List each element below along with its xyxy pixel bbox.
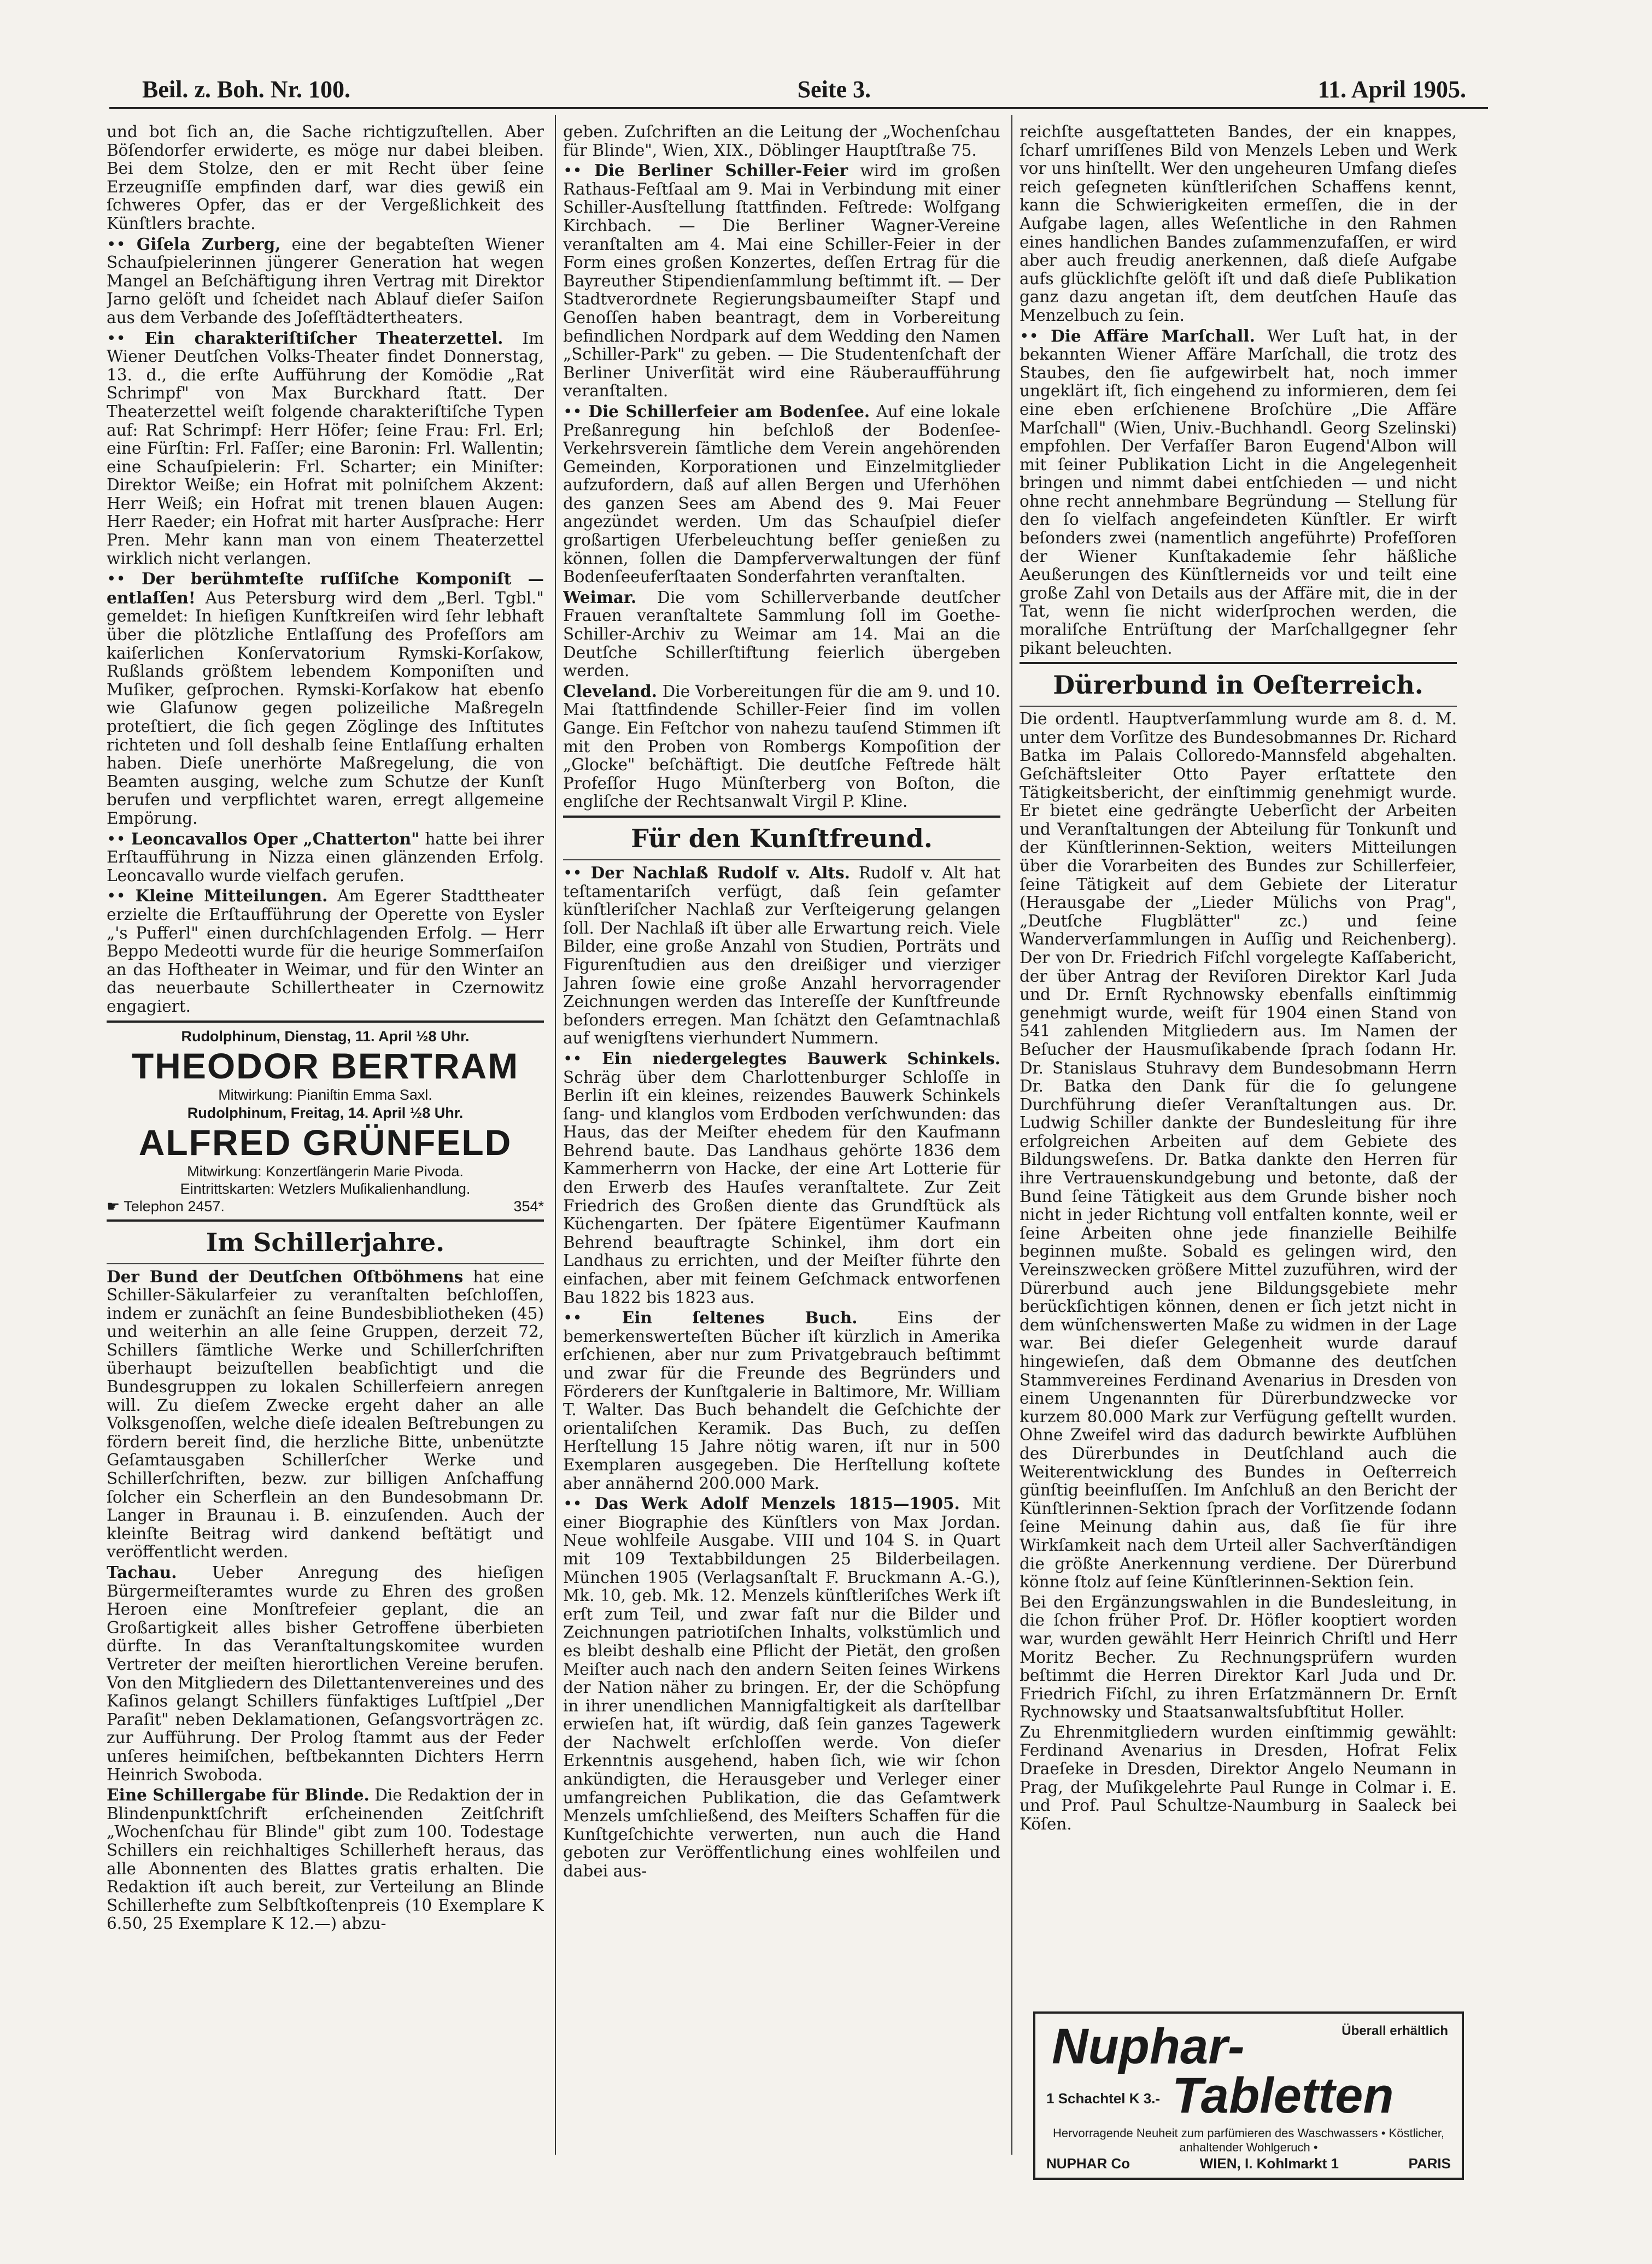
nuphar-city: PARIS: [1408, 2155, 1451, 2172]
column-rule-1: [555, 115, 556, 2155]
concert-ad-phone: Telephon 2457.: [124, 1198, 225, 1215]
article-cleveland: Cleveland. Die Vorbereitungen für die am 9. und 10. Mai ſtattfindende Schiller-Feier ſind im vollen Gange. Ein Feſtchor von nahezu tauſend Stimmen iſt mit den Proben von Rombergs Kompoſition der „Glocke" beſchäftigt. Die deutſche Feſtrede hält Profeſſor Hugo Münſterberg von Boſton, die engliſche der Rechtsanwalt Virgil P. Kline.: [563, 681, 1000, 811]
article-schillergabe-blinde: Eine Schillergabe für Blinde. Die Redaktion der in Blindenpunktſchrift erſcheinenden Zeitſchrift „Wochenſchau für Blinde" gibt zum 100. Todestage Schillers ein reichhaltiges Schillerheft heraus, das alle Abonnenten des Blattes gratis erhalten. Die Redaktion iſt auch bereit, zur Verteilung an Blinde Schillerhefte zum Selbſtkoſtenpreis (10 Exemplare K 6.50, 25 Exemplare K 12.—) abzu-: [107, 1785, 544, 1933]
nuphar-price: 1 Schachtel K 3.-: [1046, 2090, 1161, 2107]
article-komponist: •• Der berühmteſte ruſſiſche Komponiſt — entlaſſen! Aus Petersburg wird dem „Berl. Tgbl." gemeldet: In hieſigen Kunſtkreiſen wird ſehr lebhaft über die plötzliche Entlaſſung des Profeſſors am kaiſerlichen Konſervatorium Rymski-Korſakow, Rußlands größtem lebendem Komponiſten und Muſiker, geſprochen. Rymski-Korſakow hat ebenſo wie Glaſunow gegen polizeiliche Maßregeln proteſtiert, die ſich gegen Zöglinge des Inſtitutes richteten und ſoll deshalb ſeine Entlaſſung erhalten haben. Dieſe unerhörte Maßregelung, die von Beamten ausging, welche zum Schutze der Kunſt berufen und verpflichtet waren, erregt allgemeine Empörung.: [107, 569, 544, 828]
section-rule-top: [1020, 662, 1457, 664]
article-boesendorfer: und bot ſich an, die Sache richtigzuſtellen. Aber Böſendorfer erwiderte, es möge nur dabei bleiben. Bei dem Stolze, den er mit Recht über ſeine Erzeugniſſe empfinden darf, war dies gewiß ein ſchweres Opfer, das er der Vergeßlichkeit des Künſtlers brachte.: [107, 123, 544, 233]
nuphar-address: WIEN, I. Kohlmarkt 1: [1199, 2155, 1339, 2172]
article-duererbund-hauptversammlung: Die ordentl. Hauptverſammlung wurde am 8. d. M. unter dem Vorſitze des Bundesobmannes Dr. Richard Batka im Palais Colloredo-Mannsfeld abgehalten. Geſchäftsleiter Otto Payer erſtattete den Tätigkeitsbericht, der einſtimmig genehmigt wurde. Er bietet eine gedrängte Ueberſicht der Arbeiten und Veranſtaltungen der Abteilung für Tonkunſt und der Künſtlerinnen-Sektion, weiters Mitteilungen über die Vorarbeiten des Bundes zur Schillerfeier, ſeine Tätigkeit auf dem Gebiete der Literatur (Herausgabe der „Lieder Mülichs von Prag", „Deutſche Flugblätter" zc.) und ſeine Wanderverſammlungen in Auſſig und Reichenberg). Der von Dr. Friedrich Fiſchl vorgelegte Kaſſabericht, der über Antrag der Reviſoren Direktor Karl Juda und Dr. Ernſt Rychnowsky ebenfalls einſtimmig genehmigt wurde, weiſt für 1904 einen Stand von 541 zahlenden Mitgliedern aus. Im Namen der Beſucher der Hausmuſikabende ſprach ſodann Hr. Dr. Stanislaus Stuhravy dem Bundesobmann Herrn Dr. Batka den Dank für die ſo gelungene Durchführung dieſer Veranſtaltungen aus. Dr. Ludwig Schiller dankte der Bundesleitung für ihre erfolgreichen Arbeiten auf dem Gebiete des Bildungsweſens. Dr. Batka dankte den Herren für ihre Vertrauenskundgebung und betonte, daß der Bund ſeine Tätigkeit aus dem Grunde bisher noch nicht in jeder Richtung voll entfalten konnte, weil er ſeine Arbeiten ohne jede finanzielle Beihilfe beginnen mußte. Sobald es gelingen wird, den Vereinszwecken größere Mittel zuzuführen, wird der Dürerbund auch jene Bildungsgebiete mehr berückſichtigen können, denen er ſich jetzt nicht in dem wünſchenswerten Maße zu widmen in der Lage war. Bei dieſer Gelegenheit wurde darauf hingewieſen, daß dem Obmanne des deutſchen Stammvereines Ferdinand Avenarius in Dresden von einem Ungenannten für Dürerbundzwecke vor kurzem 80.000 Mark zur Verfügung geſtellt wurden. Ohne Zweifel wird das dadurch bewirkte Aufblühen des Dürerbundes in Deutſchland auch die Weiterentwicklung des Bundes in Oeſterreich günſtig beeinfluſſen. Im Anſchluß an den Bericht der Künſtlerinnen-Sektion ſprach der Vorſitzende ſodann ſeine Meinung dahin aus, daß ſie für ihre Wirkſamkeit nach dem Urteil aller Sachverſtändigen die größte Anerkennung verdiene. Der Dürerbund könne ſtolz auf ſeine Künſtlerinnen-Sektion ſein.: [1020, 709, 1457, 1592]
concert-ad-tickets: Eintrittskarten: Wetzlers Muſikalienhandlung.: [180, 1180, 471, 1197]
concert-ad-name2: ALFRED GRÜNFELD: [138, 1122, 512, 1163]
concert-ad-line1: Rudolphinum, Dienstag, 11. April ½8 Uhr.: [181, 1028, 470, 1045]
article-theaterzettel: •• Ein charakteriſtiſcher Theaterzettel. Im Wiener Deutſchen Volks-Theater findet Donnerstag, 13. d., die erſte Aufführung der Komödie „Rat Schrimpf" von Max Burckhard ſtatt. Der Theaterzettel weiſt folgende charakteriſtiſche Typen auf: Rat Schrimpf: Herr Höfer; ſeine Frau: Frl. Erl; eine Fürſtin: Frl. Faſſer; eine Baronin: Frl. Wallentin; eine Schauſpielerin: Frl. Scharter; ein Miniſter: Direktor Weiße; ein Hofrat mit polniſchem Akzent: Herr Weiß; ein Hofrat mit trenen blauen Augen: Herr Raeder; ein Hofrat mit harter Ausſprache: Herr Pren. Mehr kann man von einem Theaterzettel wirklich nicht verlangen.: [107, 328, 544, 568]
concert-ad-footer: [107, 1198, 544, 1215]
section-rule-bottom: [563, 859, 1000, 860]
header-page-number: Seite 3.: [797, 76, 871, 103]
article-leoncavallo: •• Leoncavallos Oper „Chatterton" hatte bei ihrer Erſtaufführung in Nizza einen glänzenden Erfolg. Leoncavallo wurde vielfach gerufen.: [107, 829, 544, 885]
article-schinkel: •• Ein niedergelegtes Bauwerk Schinkels. Schräg über dem Charlottenburger Schloſſe in Berlin iſt ein kleines, reizendes Bauwerk Schinkels ſang- und klanglos vom Erdboden verſchwunden: das Haus, das der Meiſter ehedem für den Kaufmann Behrend baute. Das Landhaus gehörte 1836 dem Kammerherrn von Hacke, der eine Art Lotterie für den Erwerb des Hauſes veranſtaltete. Zur Zeit Friedrich des Großen diente das Grundſtück als Küchengarten. Der ſpätere Eigentümer Kaufmann Behrend beauftragte Schinkel, ihm dort ein Landhaus zu errichten, und der Meiſter führte den einfachen, aber mit feinem Geſchmack entworfenen Bau 1822 bis 1823 aus.: [563, 1048, 1000, 1307]
nuphar-product: Tabletten: [1172, 2068, 1394, 2124]
article-nachlass-alt: •• Der Nachlaß Rudolf v. Alts. Rudolf v. Alt hat teſtamentariſch verfügt, daß ſein geſamter künſtleriſcher Nachlaß zur Verſteigerung gelangen ſoll. Der Nachlaß iſt über alle Erwartung reich. Viele Bilder, eine große Anzahl von Studien, Porträts und Figurenſtudien aus den dreißiger und vierziger Jahren ſowie eine große Anzahl hervorragender Zeichnungen werden das Intereſſe der Kunſtfreunde beſonders erregen. Man ſchätzt den Geſamtnachlaß auf wenigſtens vierhundert Nummern.: [563, 863, 1000, 1048]
concert-ad-sub2: Mitwirkung: Konzertſängerin Marie Pivoda.: [187, 1163, 464, 1180]
nuphar-brand: Nuphar-: [1052, 2019, 1245, 2074]
column-2: [563, 123, 1000, 2166]
nuphar-advertisement: [1033, 2011, 1464, 2180]
header-date: 11. April 1905.: [1317, 76, 1466, 103]
column-1: [107, 123, 544, 2166]
nuphar-company: NUPHAR Co: [1046, 2155, 1130, 2172]
header-rule: [109, 107, 1488, 109]
nuphar-availability: Überall erhältlich: [1341, 2023, 1448, 2038]
article-duererbund-wahlen: Bei den Ergänzungswahlen in die Bundesleitung, in die ſchon früher Prof. Dr. Höfler kooptiert worden war, wurden gewählt Herr Heinrich Chriſtl und Herr Moritz Becher. Zu Rechnungsprüfern wurden beſtimmt die Herren Direktor Karl Juda und Dr. Friedrich Fiſchl, zu ihren Erſatzmännern Dr. Ernſt Rychnowsky und Staatsanwaltsſubſtitut Holler.: [1020, 1592, 1457, 1722]
article-blinde-continued: geben. Zuſchriften an die Leitung der „Wochenſchau für Blinde", Wien, XIX., Döblinger Hauptſtraße 75.: [563, 123, 1000, 160]
nuphar-claim: Hervorragende Neuheit zum parfümieren des Waschwassers • Köstlicher, anhaltender Wohlgeruch •: [1052, 2126, 1445, 2154]
article-zurberg: •• Giſela Zurberg, eine der begabteſten Wiener Schauſpielerinnen jüngerer Generation hat wegen Mangel an Beſchäftigung ihren Vertrag mit Direktor Jarno gelöſt und ſcheidet nach Ablauf dieſer Saiſon aus dem Verbande des Joſefſtädtertheaters.: [107, 234, 544, 327]
article-tachau: Tachau. Ueber Anregung des hieſigen Bürgermeiſteramtes wurde zu Ehren des großen Heroen eine Monſtrefeier geplant, die an Großartigkeit alles bisher Getroffene überbieten dürfte. In das Veranſtaltungskomitee wurden Vertreter der meiſten hierortlichen Vereine berufen. Von den Mitgliedern des Dilettantenvereines und des Kaſinos gelangt Schillers fünfaktiges Luſtſpiel „Der Paraſit" neben Deklamationen, Geſangsvorträgen zc. zur Aufführung. Der Prolog ſtammt aus der Feder unſeres heimiſchen, beſtbekannten Dichters Herrn Heinrich Swoboda.: [107, 1563, 544, 1784]
concert-ad-code: 354*: [513, 1198, 544, 1215]
header-supplement: Beil. z. Boh. Nr. 100.: [142, 76, 350, 103]
hand-pointer-icon: ☛ Telephon 2457.: [107, 1198, 225, 1215]
article-duererbund-ehrenmitglieder: Zu Ehrenmitgliedern wurden einſtimmig gewählt: Ferdinand Avenarius in Dresden, Hofrat Felix Draeſeke in Dresden, Direktor Angelo Neumann in Prag, der Muſikgelehrte Paul Runge in Colmar i. E. und Prof. Paul Schultze-Naumburg in Saaleck bei Köſen.: [1020, 1722, 1457, 1833]
column-rule-2: [1011, 115, 1012, 2155]
concert-ad-sub1: Mitwirkung: Pianiſtin Emma Saxl.: [218, 1086, 432, 1103]
column-3: [1020, 123, 1457, 2166]
article-seltenes-buch: •• Ein ſeltenes Buch. Eins der bemerkenswerteſten Bücher iſt kürzlich in Amerika erſchienen, aber nur zum Privatgebrauch beſtimmt und zwar für die Freunde des Begründers und Förderers der Kunſtgalerie in Baltimore, Mr. William T. Walter. Das Buch behandelt die Geſchichte der orientaliſchen Keramik. Das Buch, zu deſſen Herſtellung 15 Jahre nötig waren, iſt nur in 500 Exemplaren ausgegeben. Die Herſtellung koſtete aber annähernd 200.000 Mark.: [563, 1308, 1000, 1493]
article-berliner-schillerfeier: •• Die Berliner Schiller-Feier wird im großen Rathaus-Feſtſaal am 9. Mai in Verbindung mit einer Schiller-Ausſtellung ſtattfinden. Feſtrede: Wolfgang Kirchbach. — Die Berliner Wagner-Vereine veranſtalten am 4. Mai eine Schiller-Feier in der Form eines großen Konzertes, deſſen Ertrag für die Bayreuther Stipendienſammlung beſtimmt iſt. — Der Stadtverordnete Regierungsbaumeiſter Stapf und Genoſſen haben beantragt, dem in Vorbereitung befindlichen Nordpark auf dem Wedding den Namen „Schiller-Park" zu geben. — Die Studentenſchaft der Berliner Univerſität wird eine Räuberaufführung veranſtalten.: [563, 161, 1000, 401]
article-affaere-marschall: •• Die Affäre Marſchall. Wer Luſt hat, in der bekannten Wiener Affäre Marſchall, die trotz des Staubes, den ſie aufgewirbelt hat, noch immer ungeklärt iſt, ſich eingehend zu informieren, dem ſei eine eben erſchienene Broſchüre „Die Affäre Marſchall" (Wien, Univ.-Buchhandl. Georg Szelinski) empfohlen. Der Verfaſſer Baron Eugend'Albon will mit ſeiner Publikation Licht in die Angelegenheit bringen und nimmt dabei entſchieden — und nicht ohne recht annehmbare Begründung — Stellung für den ſo vielfach angefeindeten Künſtler. Er wirft beſonders zwei (namentlich angeführte) Profeſſoren der Wiener Kunſtakademie ſehr häßliche Aeußerungen des Künſtlerneids vor und teilt eine große Zahl von Details aus der Affäre mit, die in der Tat, wenn ſie nicht widerſprochen werden, die moraliſche Entrüſtung der Marſchallgegner ſehr pikant beleuchten.: [1020, 326, 1457, 658]
concert-ad-line2: Rudolphinum, Freitag, 14. April ½8 Uhr.: [187, 1104, 464, 1121]
article-bund-ostboehmen: Der Bund der Deutſchen Oſtböhmens hat eine Schiller-Säkularfeier zu veranſtalten beſchloſſen, indem er zunächſt an ſeine Bundesbibliotheken (45) und weiterhin an alle ſeine Gruppen, derzeit 72, Schillers ſämtliche Werke und Schillerſchriften überhaupt beizuſtellen beabſichtigt und die Bundesgruppen zu lokalen Schillerfeiern anregen will. Zu dieſem Zwecke ergeht daher an alle Volksgenoſſen, welche dieſe idealen Beſtrebungen zu fördern bereit ſind, die herzliche Bitte, unbenützte Geſamtausgaben Schillerſcher Werke und Schillerſchriften, bezw. zur billigen Anſchaffung ſolcher ein Scherflein an den Bundesobmann Dr. Langer in Braunau i. B. einzuſenden. Auch der kleinſte Beitrag wird dankend beſtätigt und veröffentlicht werden.: [107, 1266, 544, 1562]
article-menzel: •• Das Werk Adolf Menzels 1815—1905. Mit einer Biographie des Künſtlers von Max Jordan. Neue wohlfeile Ausgabe. VIII und 104 S. in Quart mit 109 Textabbildungen 25 Bilderbeilagen. München 1905 (Verlagsanſtalt F. Bruckmann A.-G.), Mk. 10, geb. Mk. 12. Menzels künſtleriſches Werk iſt erſt zum Teil, und zwar faſt nur die Bilder und Zeichnungen patriotiſchen Inhalts, volkstümlich und es bleibt deshalb eine Pflicht der Pietät, den großen Meiſter auch nach den andern Seiten ſeines Wirkens der Nation näher zu bringen. Er, der die Schöpfung in ihrer unendlichen Mannigfaltigkeit als darſtellbar erwieſen hat, iſt würdig, daß ſein ganzes Tagewerk der Nachwelt erſchloſſen werde. Von dieſer Erkenntnis ausgehend, haben ſich, wie wir ſchon ankündigten, die Herausgeber und Verleger einer umfangreichen Publikation, die das Geſamtwerk Menzels umſchließend, des Meiſters Schaffen für die Kunſtgeſchichte verwerten, nun auch die Hand geboten zur Veröffentlichung eines wohlfeilen und dabei aus-: [563, 1494, 1000, 1881]
article-weimar: Weimar. Die vom Schillerverbande deutſcher Frauen veranſtaltete Sammlung ſoll im Goethe-Schiller-Archiv zu Weimar am 14. Mai an die Deutſche Schillerſtiftung feierlich übergeben werden.: [563, 587, 1000, 681]
ad-rule-bottom: [107, 1219, 544, 1222]
article-bodensee: •• Die Schillerfeier am Bodenſee. Auf eine lokale Preßanregung hin beſchloß der Bodenſee-Verkehrsverein ſämtliche dem Verein angehörenden Gemeinden, Korporationen und Einzelmitglieder aufzufordern, daß auf allen Bergen und Uferhöhen des ganzen Sees am Abend des 9. Mai Feuer angezündet werden. Um das Schauſpiel dieſer großartigen Uferbeleuchtung beſſer genießen zu können, ſollen die Dampferverwaltungen der fünf Bodenſeeuferſtaaten Sonderfahrten veranſtalten.: [563, 401, 1000, 586]
section-rule-bottom: [1020, 706, 1457, 707]
nuphar-footer: [1046, 2155, 1451, 2172]
section-rule-top: [563, 816, 1000, 818]
section-title-kunstfreund: Für den Kunſtfreund.: [631, 823, 933, 853]
section-rule: [107, 1263, 544, 1264]
concert-ad: [107, 1027, 544, 1215]
section-title-duererbund: Dürerbund in Oeſterreich.: [1053, 670, 1423, 700]
section-title-schillerjahre: Im Schillerjahre.: [206, 1227, 445, 1257]
running-head: [142, 75, 1466, 103]
article-kleine-mitteilungen: •• Kleine Mitteilungen. Am Egerer Stadttheater erzielte die Erſtaufführung der Operette von Eysler „'s Pufferl" einen durchſchlagenden Erfolg. — Herr Beppo Medeotti wurde für die heurige Sommerſaiſon an das Hoftheater in Weimar, und für den Winter an das neuerbaute Schillertheater in Czernowitz engagiert.: [107, 886, 544, 1016]
article-menzel-continued: reichſte ausgeſtatteten Bandes, der ein knappes, ſcharf umriſſenes Bild von Menzels Leben und Werk vor uns hinſtellt. Wer den ungeheuren Umfang dieſes reich geſegneten künſtleriſchen Schaffens kennt, kann die Schwierigkeiten ermeſſen, die in der Aufgabe lagen, alles Weſentliche in den Rahmen eines handlichen Bandes zuſammenzufaſſen, er wird aber auch freudig anerkennen, daß dieſe Aufgabe aufs glücklichſte gelöſt iſt und daß dieſe Publikation ganz dazu angetan iſt, dem deutſchen Hauſe das Menzelbuch zu ſein.: [1020, 123, 1457, 325]
concert-ad-name1: THEODOR BERTRAM: [131, 1045, 519, 1086]
ad-rule-top: [107, 1020, 544, 1023]
